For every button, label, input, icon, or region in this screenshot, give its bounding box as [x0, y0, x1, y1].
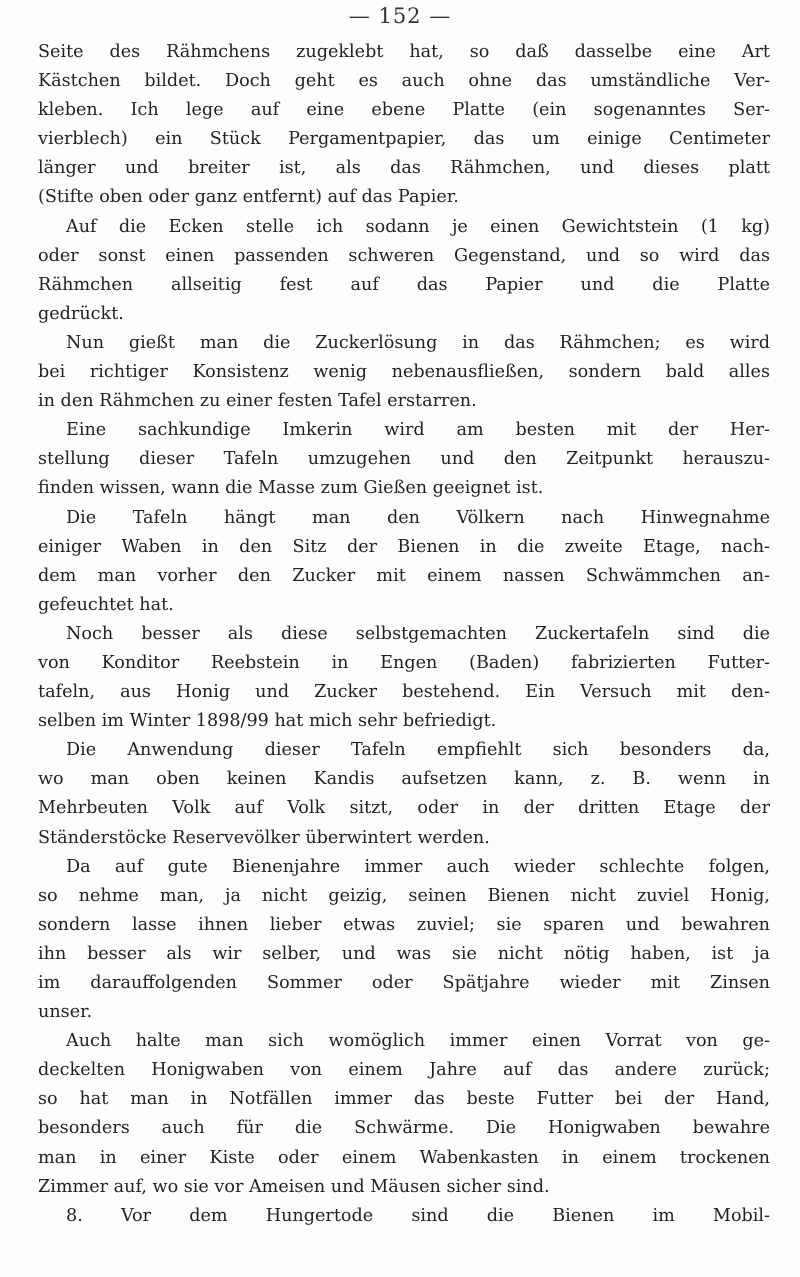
text-line: Da auf gute Bienenjahre immer auch wieder schlechte folgen, — [66, 856, 770, 877]
text-line: Seite des Rähmchens zugeklebt hat, so daß dasselbe eine Art — [38, 42, 770, 62]
text-line: Die Tafeln hängt man den Völkern nach Hinwegnahme — [66, 507, 770, 528]
text-line: bei richtiger Konsistenz wenig nebenausfließen, sondern bald alles — [38, 362, 770, 383]
text-line: Die Anwendung dieser Tafeln empfiehlt sich besonders da, — [66, 740, 770, 761]
text-line: Ständerstöcke Reservevölker überwintert werden. — [38, 827, 490, 848]
text-line: finden wissen, wann die Masse zum Gießen geeignet ist. — [38, 478, 544, 499]
text-line: dem man vorher den Zucker mit einem nassen Schwämmchen an- — [38, 565, 770, 586]
text-line: gefeuchtet hat. — [38, 594, 174, 615]
text-line: sondern lasse ihnen lieber etwas zuviel; sie sparen und bewahren — [38, 914, 770, 935]
text-line: kleben. Ich lege auf eine ebene Platte (ein sogenanntes Ser- — [38, 100, 770, 121]
section-heading-line: 8. Vor dem Hungertode sind die Bienen im Mobil- — [66, 1205, 770, 1226]
text-line: oder sonst einen passenden schweren Gegenstand, und so wird das — [38, 245, 770, 266]
text-line: Noch besser als diese selbstgemachten Zuckertafeln sind die — [66, 623, 770, 644]
text-line: deckelten Honigwaben von einem Jahre auf das andere zurück; — [38, 1060, 770, 1081]
text-line: selben im Winter 1898/99 hat mich sehr befriedigt. — [38, 711, 497, 732]
text-line: Eine sachkundige Imkerin wird am besten mit der Her- — [66, 420, 770, 441]
text-line: besonders auch für die Schwärme. Die Honigwaben bewahre — [38, 1118, 770, 1139]
text-line: vierblech) ein Stück Pergamentpapier, das um einige Centimeter — [38, 129, 770, 150]
text-line: Kästchen bildet. Doch geht es auch ohne das umständliche Ver- — [38, 71, 770, 92]
text-line: im darauffolgenden Sommer oder Spätjahre wieder mit Zinsen — [38, 973, 770, 993]
text-line: in den Rähmchen zu einer festen Tafel erstarren. — [38, 391, 477, 412]
text-line: Nun gießt man die Zuckerlösung in das Rähmchen; es wird — [66, 332, 770, 353]
text-line: Auch halte man sich womöglich immer einen Vorrat von ge- — [66, 1031, 770, 1052]
text-line: Auf die Ecken stelle ich sodann je einen Gewichtstein (1 kg) — [66, 216, 770, 237]
text-line: ihn besser als wir selber, und was sie nicht nötig haben, ist ja — [38, 943, 770, 964]
text-line: so hat man in Notfällen immer das beste Futter bei der Hand, — [38, 1089, 770, 1110]
text-line: tafeln, aus Honig und Zucker bestehend. Ein Versuch mit den- — [38, 682, 770, 703]
text-line: Zimmer auf, wo sie vor Ameisen und Mäusen sicher sind. — [38, 1176, 550, 1197]
text-line: einiger Waben in den Sitz der Bienen in die zweite Etage, nach- — [38, 536, 770, 557]
text-line: unser. — [38, 1002, 93, 1023]
text-line: Rähmchen allseitig fest auf das Papier und die Platte — [38, 274, 770, 295]
text-line: länger und breiter ist, als das Rähmchen, und dieses platt — [38, 158, 770, 179]
text-line: stellung dieser Tafeln umzugehen und den Zeitpunkt herauszu- — [38, 449, 770, 470]
text-line: gedrückt. — [38, 303, 124, 324]
text-line: von Konditor Reebstein in Engen (Baden) fabrizierten Futter- — [38, 652, 770, 673]
text-line: Mehrbeuten Volk auf Volk sitzt, oder in der dritten Etage der — [38, 798, 770, 819]
body-text — [38, 38, 770, 1231]
text-line: wo man oben keinen Kandis aufsetzen kann, z. B. wenn in — [38, 769, 770, 790]
text-line: so nehme man, ja nicht geizig, seinen Bienen nicht zuviel Honig, — [38, 885, 770, 906]
text-line: (Stifte oben oder ganz entfernt) auf das Papier. — [38, 187, 459, 208]
page-number: — 152 — — [348, 4, 452, 28]
text-line: man in einer Kiste oder einem Wabenkasten in einem trockenen — [38, 1147, 770, 1168]
